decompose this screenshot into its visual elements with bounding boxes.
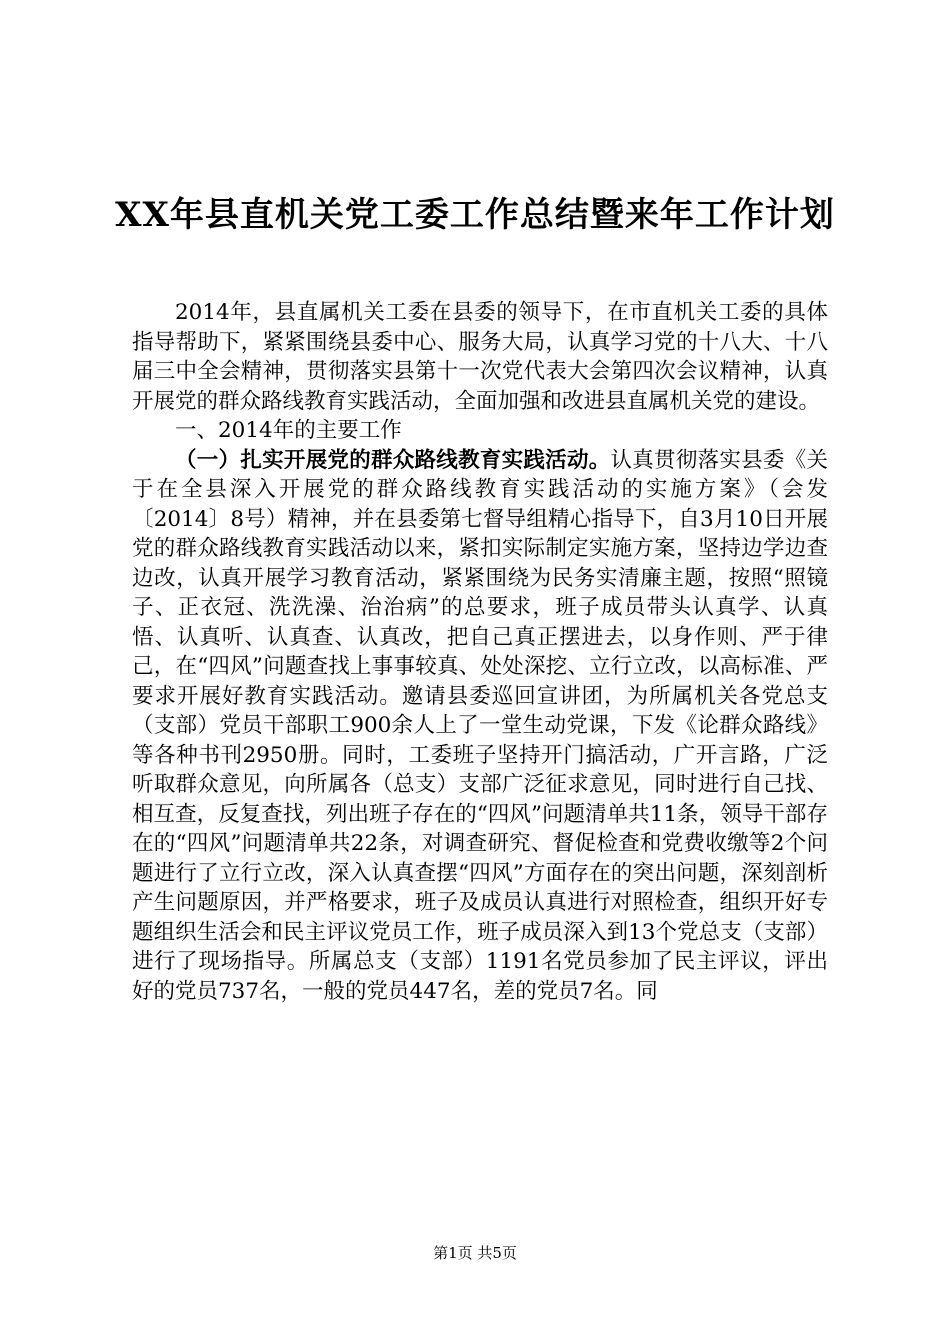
document-title: XX年县直机关党工委工作总结暨来年工作计划 <box>115 195 835 235</box>
subsection-body: 认真贯彻落实县委《关于在全县深入开展党的群众路线教育实践活动的实施方案》（会发〔2014〕8号）精神，并在县委第七督导组精心指导下，自3月10日开展党的群众路线教育实践活动以来，紧扣实际制定实施方案，坚持边学边查边改，认真开展学习教育活动，紧紧围绕为民务实清廉主题，按照“照镜子、正衣冠、洗洗澡、治治病”的总要求，班子成员带头认真学、认真悟、认真听、认真查、认真改，把自己真正摆进去，以身作则、严于律己，在“四风”问题查找上事事较真、处处深挖、立行立改，以高标准、严要求开展好教育实践活动。邀请县委巡回宣讲团，为所属机关各党总支（支部）党员干部职工900余人上了一堂生动党课，下发《论群众路线》等各种书刊2950册。同时，工委班子坚持开门搞活动，广开言路，广泛听取群众意见，向所属各（总支）支部广泛征求意见，同时进行自己找、相互查，反复查找，列出班子存在的“四风”问题清单共11条，领导干部存在的“四风”问题清单共22条，对调查研究、督促检查和党费收缴等2个问题进行了立行立改，深入认真查摆“四风”方面存在的突出问题，深刻剖析产生问题原因，并严格要求，班子及成员认真进行对照检查，组织开好专题组织生活会和民主评议党员工作，班子成员深入到13个党总支（支部）进行了现场指导。所属总支（支部）1191名党员参加了民主评议，评出好的党员737名，一般的党员447名，差的党员7名。同 <box>132 447 828 1004</box>
subsection-lead: （一）扎实开展党的群众路线教育实践活动。 <box>175 447 611 473</box>
section-heading: 一、2014年的主要工作 <box>175 418 402 443</box>
page-footer: 第1页 共5页 <box>433 1244 517 1262</box>
subsection-paragraph <box>132 446 828 1007</box>
document-body <box>132 298 828 1006</box>
intro-paragraph: 2014年，县直属机关工委在县委的领导下，在市直机关工委的具体指导帮助下，紧紧围绕县委中心、服务大局，认真学习党的十八大、十八届三中全会精神，贯彻落实县第十一次党代表大会第四次会议精神，认真开展党的群众路线教育实践活动，全面加强和改进县直属机关党的建设。 <box>132 300 828 414</box>
